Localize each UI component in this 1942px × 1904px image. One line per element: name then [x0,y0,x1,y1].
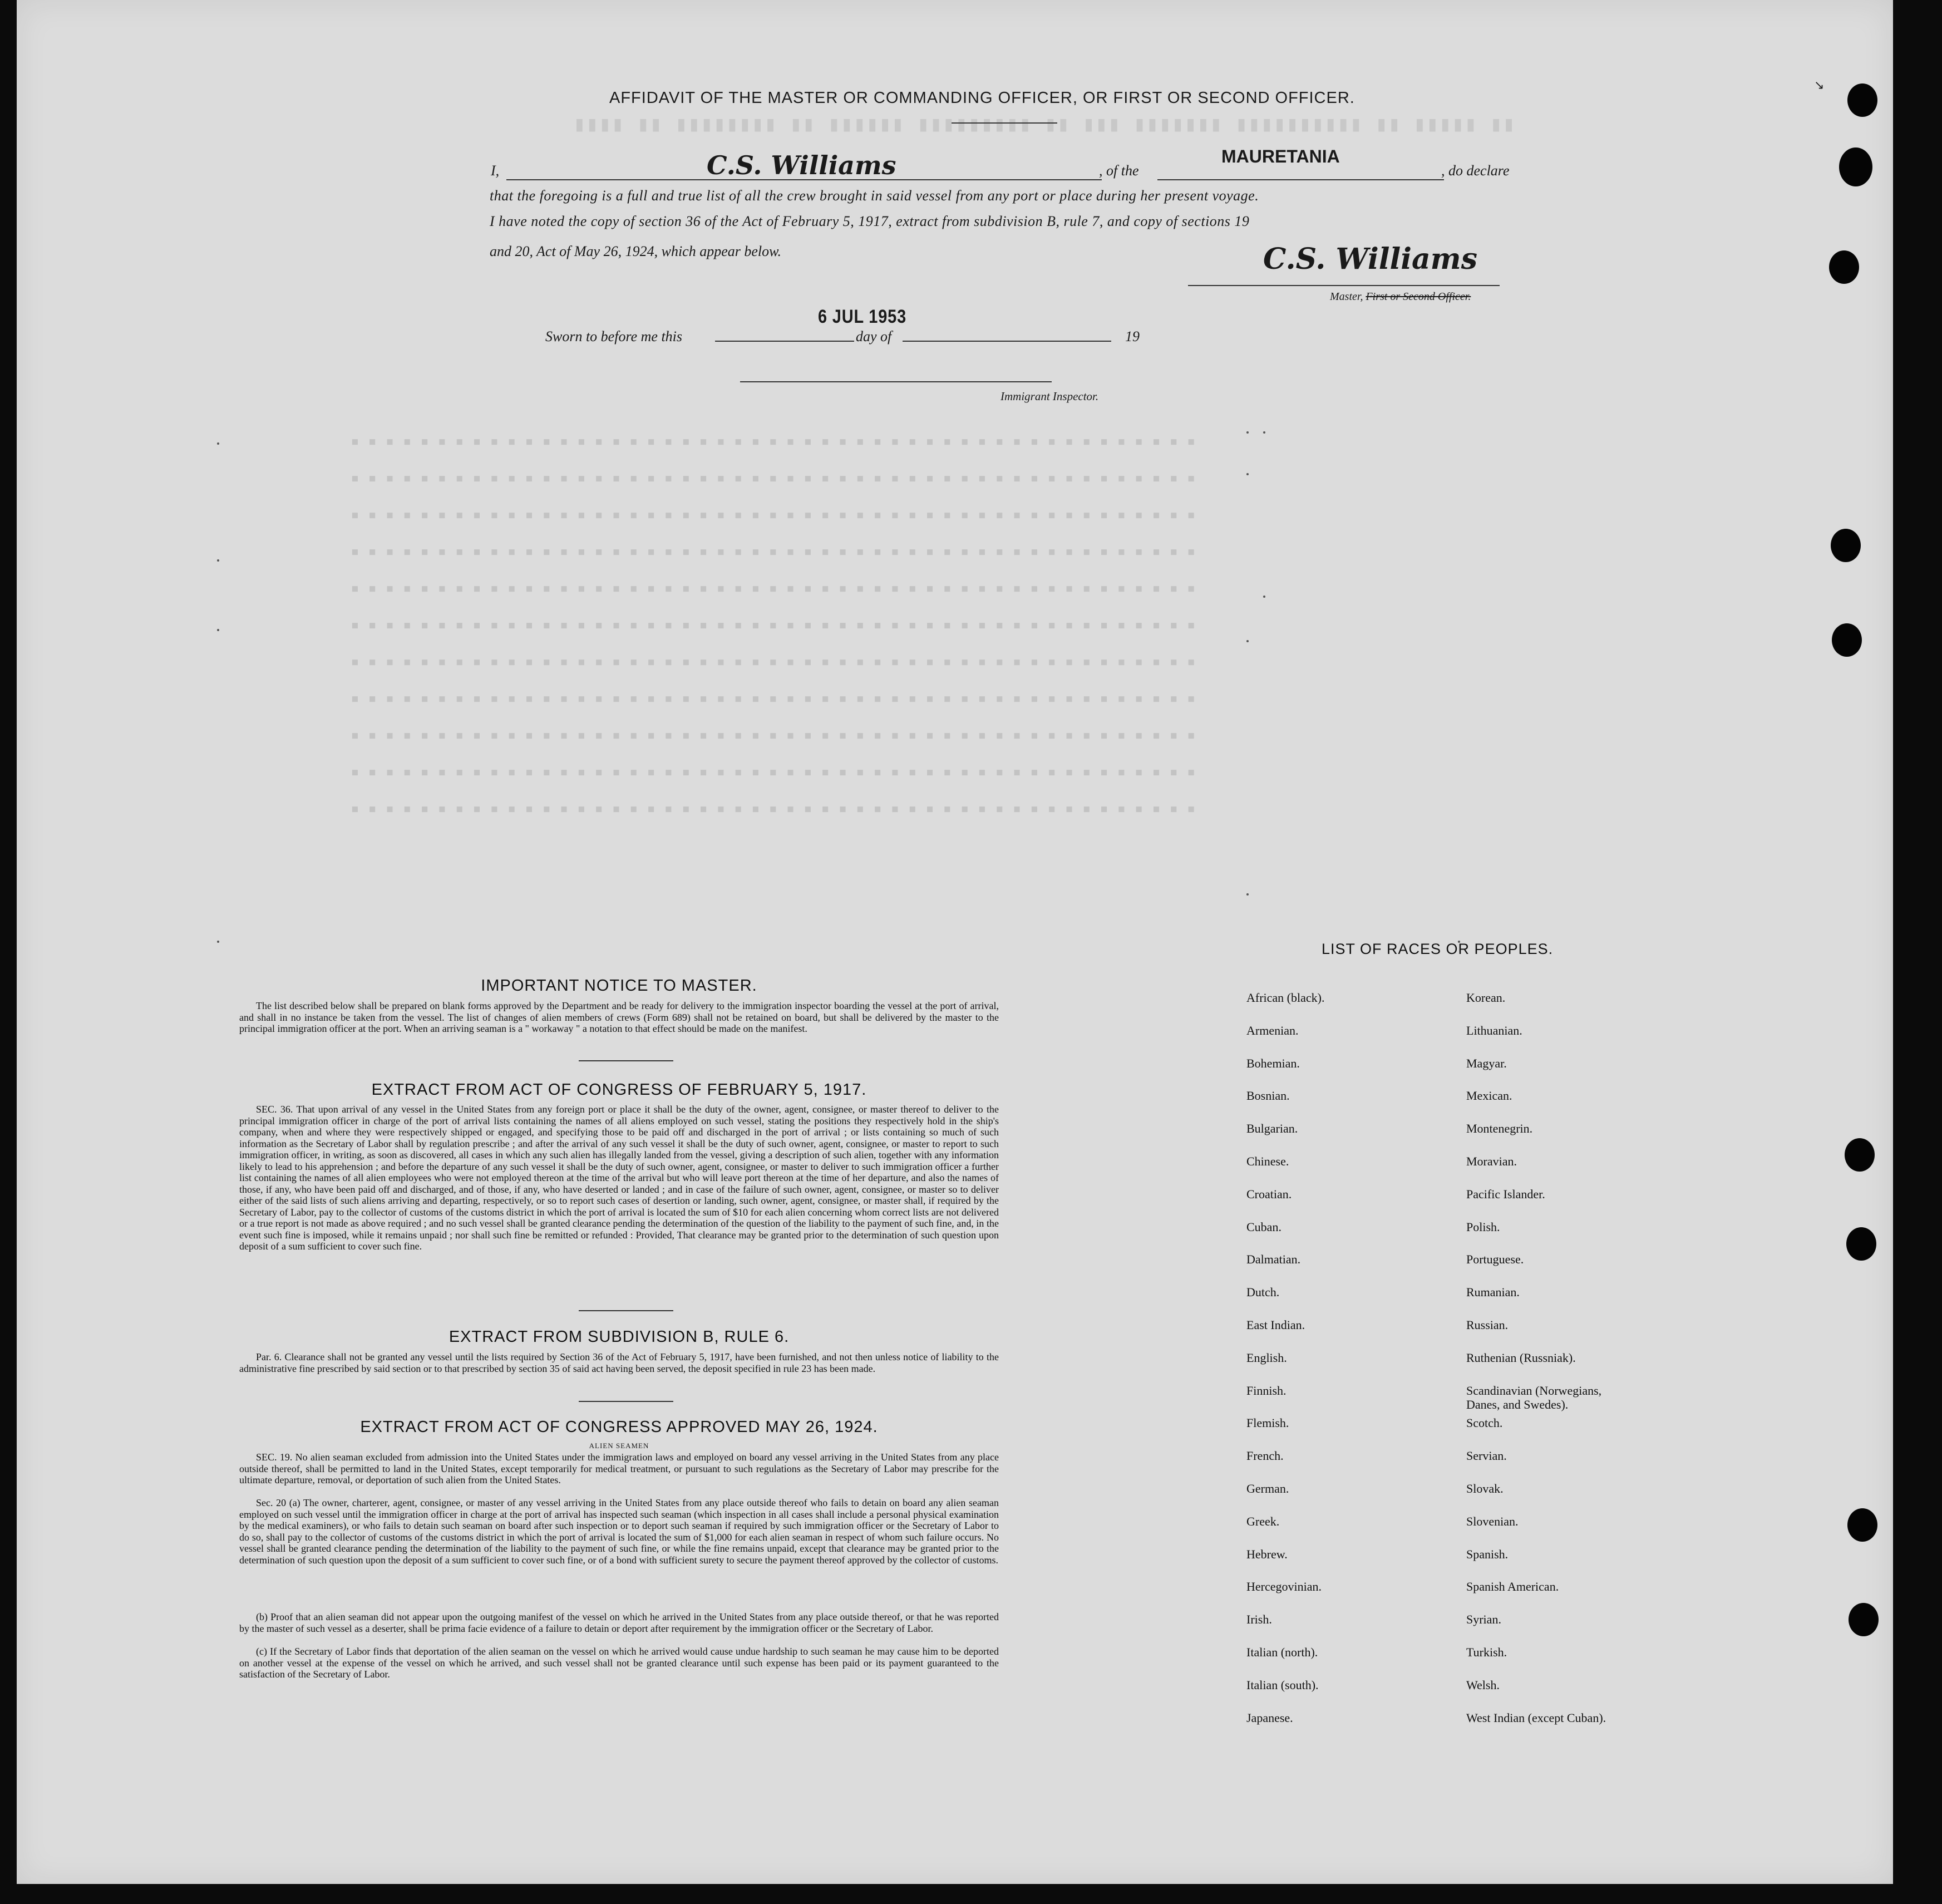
date-stamp: 6 JUL 1953 [818,306,907,327]
race-item: Magyar. [1466,1056,1507,1070]
race-item: Pacific Islander. [1466,1187,1545,1201]
race-item: Welsh. [1466,1677,1500,1692]
race-item: Slovak. [1466,1482,1504,1495]
affidavit-title: AFFIDAVIT OF THE MASTER OR COMMANDING OFFICER, OR FIRST OR SECOND OFFICER. [609,89,1355,107]
extract-1917-divider [579,1310,673,1311]
binder-hole [1846,1227,1876,1261]
master-name-handwritten: C.S. Williams [707,150,896,180]
race-item: Russian. [1466,1318,1509,1332]
affidavit-line3: I have noted the copy of section 36 of the Act of February 5, 1917, extract from subdivision B, rule 7, and copy of sections 19 [490,213,1250,229]
signature-caption-master: Master, [1330,291,1366,303]
extract-1917-body: SEC. 36. That upon arrival of any vessel in the United States from any foreign port or place it shall be the duty of the owner, agent, consignee, or master thereof to deliver to the principal immigration officer in charge of the port of arrival lists containing the names of all aliens employed on such vessel, stating the positions they respectively hold in the ship's company, when and where they were respectively shipped or engaged, and specifying those to be paid off and discharged in the port of arrival ; or lists containing so much of such information as the Secretary of Labor shall by regulation prescribe ; and after the arrival of any such vessel it shall be the duty of such owner, agent, consignee, or master to report to such immigration officer, in writing, as soon as discovered, all cases in which any such alien has illegally landed from the vessel, giving a description of such alien, together with any information likely to lead to his apprehension ; and before the departure of any such vessel it shall be the duty of such owner, agent, consignee, or master to deliver to such immigration officer a further list containing the names of all alien employees who were not employed thereon at the time of the arrival but who will leave port thereon at the time of her departure, and also the names of those, if any, who have been paid off and discharged, and of those, if any, who have deserted or landed ; and in case of the failure of such owner, agent, consignee, or master so to deliver either of the said lists of such aliens arriving and departing, respectively, or so to report such cases of desertion or landing, such owner, agent, consignee, or master shall, if required by the Secretary of Labor, pay to the collector of customs of the customs district in which the port of arrival is located the sum of $10 for each alien concerning whom correct lists are not delivered or a true report is not made as above required ; and no such vessel shall be granted clearance pending the determination of the question of the liability to the payment of such fine, and, in the event such fine is imposed, while it remains unpaid ; nor shall such fine be remitted or refunded : Provided, That clearance may be granted prior to the determination of such question upon deposit of a sum sufficient to cover such fine. [239,1104,999,1252]
affidavit-line1-prefix: I, [491,163,500,179]
race-item: Dalmatian. [1246,1252,1301,1267]
bleed-through-rows: ▪ ▪ ▪ ▪ ▪ ▪ ▪ ▪ ▪ ▪ ▪ ▪ ▪ ▪ ▪ ▪ ▪ ▪ ▪ ▪ ▪ ▪ ▪ ▪ ▪ ▪ ▪ ▪ ▪ ▪ ▪ ▪ ▪ ▪ ▪ ▪ ▪ ▪ ▪ ▪ ▪ ▪ ▪ ▪ ▪ ▪ ▪ ▪ ▪ ▪ ▪ ▪ ▪ ▪ ▪ ▪ ▪ ▪ ▪ ▪ ▪ ▪ ▪ ▪ ▪ ▪ ▪ ▪ ▪ ▪ ▪ ▪ ▪ ▪ ▪ ▪ ▪ ▪ ▪ ▪ ▪ ▪ ▪ ▪ ▪ ▪ ▪ ▪ ▪ ▪ ▪ ▪ ▪ ▪ ▪ ▪ ▪ ▪ ▪ ▪ ▪ ▪ ▪ ▪ ▪ ▪ ▪ ▪ ▪ ▪ ▪ ▪ ▪ ▪ ▪ ▪ ▪ ▪ ▪ ▪ ▪ ▪ ▪ ▪ ▪ ▪ ▪ ▪ ▪ ▪ ▪ ▪ ▪ ▪ ▪ ▪ ▪ ▪ ▪ ▪ ▪ ▪ ▪ ▪ ▪ ▪ ▪ ▪ ▪ ▪ ▪ ▪ ▪ ▪ ▪ ▪ ▪ ▪ ▪ ▪ ▪ ▪ ▪ ▪ ▪ ▪ ▪ ▪ ▪ ▪ ▪ ▪ ▪ ▪ ▪ ▪ ▪ ▪ ▪ ▪ ▪ ▪ ▪ ▪ ▪ ▪ ▪ ▪ ▪ ▪ ▪ ▪ ▪ ▪ ▪ ▪ ▪ ▪ ▪ ▪ ▪ ▪ ▪ ▪ ▪ ▪ ▪ ▪ ▪ ▪ ▪ ▪ ▪ ▪ ▪ ▪ ▪ ▪ ▪ ▪ ▪ ▪ ▪ ▪ ▪ ▪ ▪ ▪ ▪ ▪ ▪ ▪ ▪ ▪ ▪ ▪ ▪ ▪ ▪ ▪ ▪ ▪ ▪ ▪ ▪ ▪ ▪ ▪ ▪ ▪ ▪ ▪ ▪ ▪ ▪ ▪ ▪ ▪ ▪ ▪ ▪ ▪ ▪ ▪ ▪ ▪ ▪ ▪ ▪ ▪ ▪ ▪ ▪ ▪ ▪ ▪ ▪ ▪ ▪ ▪ ▪ ▪ ▪ ▪ ▪ ▪ ▪ ▪ ▪ ▪ ▪ ▪ ▪ ▪ ▪ ▪ ▪ ▪ ▪ ▪ ▪ ▪ ▪ ▪ ▪ ▪ ▪ ▪ ▪ ▪ ▪ ▪ ▪ ▪ ▪ ▪ ▪ ▪ ▪ ▪ ▪ ▪ ▪ ▪ ▪ ▪ ▪ ▪ ▪ ▪ ▪ ▪ ▪ ▪ ▪ ▪ ▪ ▪ ▪ ▪ ▪ ▪ ▪ ▪ ▪ ▪ ▪ ▪ ▪ ▪ ▪ ▪ ▪ ▪ ▪ ▪ ▪ ▪ ▪ ▪ ▪ ▪ ▪ ▪ ▪ ▪ ▪ ▪ ▪ ▪ ▪ ▪ ▪ ▪ ▪ ▪ ▪ ▪ ▪ ▪ ▪ ▪ ▪ ▪ ▪ ▪ ▪ ▪ ▪ ▪ ▪ ▪ ▪ ▪ ▪ ▪ ▪ ▪ ▪ ▪ ▪ ▪ ▪ ▪ ▪ ▪ ▪ ▪ ▪ ▪ ▪ ▪ ▪ ▪ ▪ ▪ ▪ ▪ ▪ ▪ ▪ ▪ ▪ ▪ ▪ ▪ ▪ ▪ ▪ ▪ ▪ ▪ ▪ ▪ ▪ ▪ ▪ ▪ ▪ ▪ ▪ ▪ ▪ ▪ ▪ ▪ ▪ ▪ ▪ ▪ ▪ ▪ ▪ ▪ ▪ ▪ ▪ ▪ ▪ ▪ ▪ ▪ ▪ ▪ ▪ ▪ ▪ ▪ ▪ ▪ ▪ ▪ ▪ ▪ ▪ ▪ ▪ ▪ ▪ ▪ ▪ ▪ ▪ ▪ ▪ ▪ ▪ ▪ ▪ ▪ ▪ ▪ ▪ ▪ ▪ ▪ ▪ ▪ ▪ ▪ ▪ ▪ ▪ ▪ ▪ ▪ ▪ ▪ ▪ ▪ ▪ ▪ ▪ ▪ ▪ ▪ ▪ ▪ ▪ ▪ ▪ ▪ ▪ ▪ ▪ ▪ ▪ ▪ ▪ ▪ ▪ ▪ ▪ ▪ ▪ ▪ ▪ ▪ ▪ [351,433,1196,817]
race-item: Bulgarian. [1246,1121,1298,1136]
extract-1917-title: EXTRACT FROM ACT OF CONGRESS OF FEBRUARY 5, 1917. [371,1081,867,1099]
race-item: African (black). [1246,991,1325,1005]
race-item: Mexican. [1466,1089,1512,1103]
dot-mark [1246,893,1249,896]
race-item: Korean. [1466,991,1506,1005]
sworn-month-line [903,341,1111,342]
race-item: Irish. [1246,1612,1272,1627]
vessel-name-line [1157,179,1444,180]
affidavit-line2: that the foregoing is a full and true list of all the crew brought in said vessel from any port or place during her present voyage. [490,188,1259,204]
vessel-name: MAURETANIA [1221,146,1340,166]
affidavit-line4: and 20, Act of May 26, 1924, which appear below. [490,243,782,259]
extract-1924-title: EXTRACT FROM ACT OF CONGRESS APPROVED MAY 26, 1924. [360,1418,878,1436]
notice-body: The list described below shall be prepared on blank forms approved by the Department and be ready for delivery to the immigration inspector boarding the vessel at the port of arrival, and shall in no instance be taken from the vessel. The list of changes of alien members of crews (Form 689) shall not be retained on board, but shall be delivered by the master to the principal immigration officer at the port. When an arriving seaman is a " workaway " a notation to that effect should be made on the manifest. [239,1000,999,1034]
race-item: French. [1246,1449,1284,1463]
race-item: Portuguese. [1466,1252,1524,1267]
extract-1924-subtitle: ALIEN SEAMEN [589,1441,649,1450]
extract-rule6-divider [579,1401,673,1402]
race-item: Servian. [1466,1449,1507,1463]
race-item: Armenian. [1246,1023,1299,1037]
extract-rule6-title: EXTRACT FROM SUBDIVISION B, RULE 6. [448,1328,790,1346]
race-item: Hebrew. [1246,1547,1288,1561]
race-item: Croatian. [1246,1187,1292,1201]
race-item: Spanish American. [1466,1580,1559,1594]
race-item: Italian (north). [1246,1645,1318,1659]
signature-caption [1330,291,1471,303]
dot-mark [1246,431,1249,434]
race-item: Cuban. [1246,1219,1281,1234]
binder-hole [1839,147,1872,186]
extract-1924-sec20c: (c) If the Secretary of Labor finds that deportation of the alien seaman on the vessel on which he arrived would cause undue hardship to such seaman he may cause him to be deported on another vessel at the expense of the vessel on which he arrived, and such vessel shall not be granted clearance until such expense has been paid or its payment guaranteed to the satisfaction of the Secretary of Labor. [239,1646,999,1680]
race-item: Scotch. [1466,1416,1503,1430]
dot-mark [217,559,219,562]
sworn-day-of: day of [856,328,892,345]
race-item: East Indian. [1246,1318,1305,1332]
notice-divider [579,1060,673,1061]
dot-mark [1263,596,1265,598]
race-item: Italian (south). [1246,1677,1319,1692]
race-item: Turkish. [1466,1645,1507,1659]
title-underline [952,122,1057,124]
race-item: Slovenian. [1466,1514,1519,1528]
race-item: English. [1246,1350,1287,1365]
race-item: Bohemian. [1246,1056,1300,1070]
race-item: Chinese. [1246,1154,1289,1168]
race-item: Bosnian. [1246,1089,1290,1103]
race-item: Montenegrin. [1466,1121,1533,1136]
race-item: Dutch. [1246,1285,1280,1300]
binder-hole [1832,623,1862,657]
race-item: German. [1246,1482,1289,1495]
race-item: Ruthenian (Russniak). [1466,1350,1576,1365]
race-item: West Indian (except Cuban). [1466,1710,1606,1725]
dot-mark [1246,640,1249,642]
race-item: Finnish. [1246,1383,1287,1398]
races-title: LIST OF RACES OR PEOPLES. [1322,941,1554,957]
dot-mark [217,941,219,943]
race-item: Greek. [1246,1514,1280,1528]
race-item: Lithuanian. [1466,1023,1522,1037]
binder-hole [1831,529,1861,562]
race-item: Rumanian. [1466,1285,1520,1300]
binder-hole [1845,1138,1875,1172]
race-item: Spanish. [1466,1547,1509,1561]
dot-mark [217,442,219,445]
extract-1924-sec20a: Sec. 20 (a) The owner, charterer, agent, consignee, or master of any vessel arriving in the United States from any place outside thereof who fails to detain on board any alien seaman employed on such vessel until the immigration officer in charge at the port of arrival has inspected such seaman (which inspection in all cases shall include a personal physical examination by the medical examiners), or who fails to detain such seaman on board after such inspection or to deport such seaman if required by such immigration officer or the Secretary of Labor to do so, shall pay to the collector of customs of the customs district in which the port of arrival is located the sum of $1,000 for each alien seaman in respect of whom such failure occurs. No vessel shall be granted clearance pending the determination of the liability to the payment of such fine, or while the fine remains unpaid, except that clearance may be granted prior to the determination of such question upon the deposit of a sum sufficient to cover such fine, or of a bond with sufficient surety to secure the payment thereof approved by the collector of customs. [239,1497,999,1566]
race-item: Syrian. [1466,1612,1501,1627]
inspector-caption: Immigrant Inspector. [1000,390,1099,403]
race-item: Japanese. [1246,1710,1293,1725]
binder-hole [1849,1603,1879,1636]
sworn-year: 19 [1125,328,1140,345]
notice-title: IMPORTANT NOTICE TO MASTER. [481,977,757,995]
master-signature-handwritten: C.S. Williams [1263,242,1477,276]
inspector-signature-line [740,381,1052,382]
signature-line [1188,285,1500,286]
extract-rule6-body: Par. 6. Clearance shall not be granted any vessel until the lists required by Section 36 of the Act of February 5, 1917, have been furnished, and not then unless notice of liability to the administrative fine prescribed by said section or to that prescribed by section 35 of said act having been served, the deposit specified in rule 23 has been made. [239,1351,999,1374]
extract-1924-sec20b: (b) Proof that an alien seaman did not appear upon the outgoing manifest of the vessel on which he arrived in the United States from any place outside thereof, or that he was reported by the master of such vessel as a deserter, shall be prima facie evidence of a failure to detain or deport after requirement by the immigration officer or the Secretary of Labor. [239,1611,999,1634]
affidavit-of-the: , of the [1099,163,1139,179]
race-item: Hercegovinian. [1246,1580,1322,1594]
race-item: Moravian. [1466,1154,1517,1168]
bleed-through-header: ▮▮▮▮ ▮▮ ▮▮▮▮▮▮▮▮ ▮▮ ▮▮▮▮▮▮ ▮▮▮▮▮▮▮▮▮ ▮▮ ▮▮▮ ▮▮▮▮▮▮▮ ▮▮▮▮▮▮▮▮▮▮ ▮▮ ▮▮▮▮▮ ▮▮ [573,111,1515,136]
signature-caption-struck: First or Second Officer. [1366,291,1471,303]
race-item: Scandinavian (Norwegians, Danes, and Swedes). [1466,1383,1602,1411]
document-page [17,0,1893,1884]
corner-mark: ↘ [1814,78,1825,92]
binder-hole [1829,250,1859,284]
extract-1924-sec19: SEC. 19. No alien seaman excluded from admission into the United States under the immigration laws and employed on board any vessel arriving in the United States from any place outside thereof, shall be permitted to land in the United States, except temporarily for medical treatment, or pursuant to such regulations as the Secretary of Labor may prescribe for the ultimate departure, removal, or deportation of such alien from the United States. [239,1452,999,1485]
sworn-day-line [715,341,854,342]
affidavit-do-declare: , do declare [1441,163,1510,179]
binder-hole [1847,1508,1877,1542]
race-item: Polish. [1466,1219,1500,1234]
dot-mark [217,629,219,631]
binder-hole [1847,83,1877,117]
dot-mark [1263,431,1265,434]
sworn-prefix: Sworn to before me this [545,328,683,345]
race-item: Flemish. [1246,1416,1289,1430]
dot-mark [1246,473,1249,475]
